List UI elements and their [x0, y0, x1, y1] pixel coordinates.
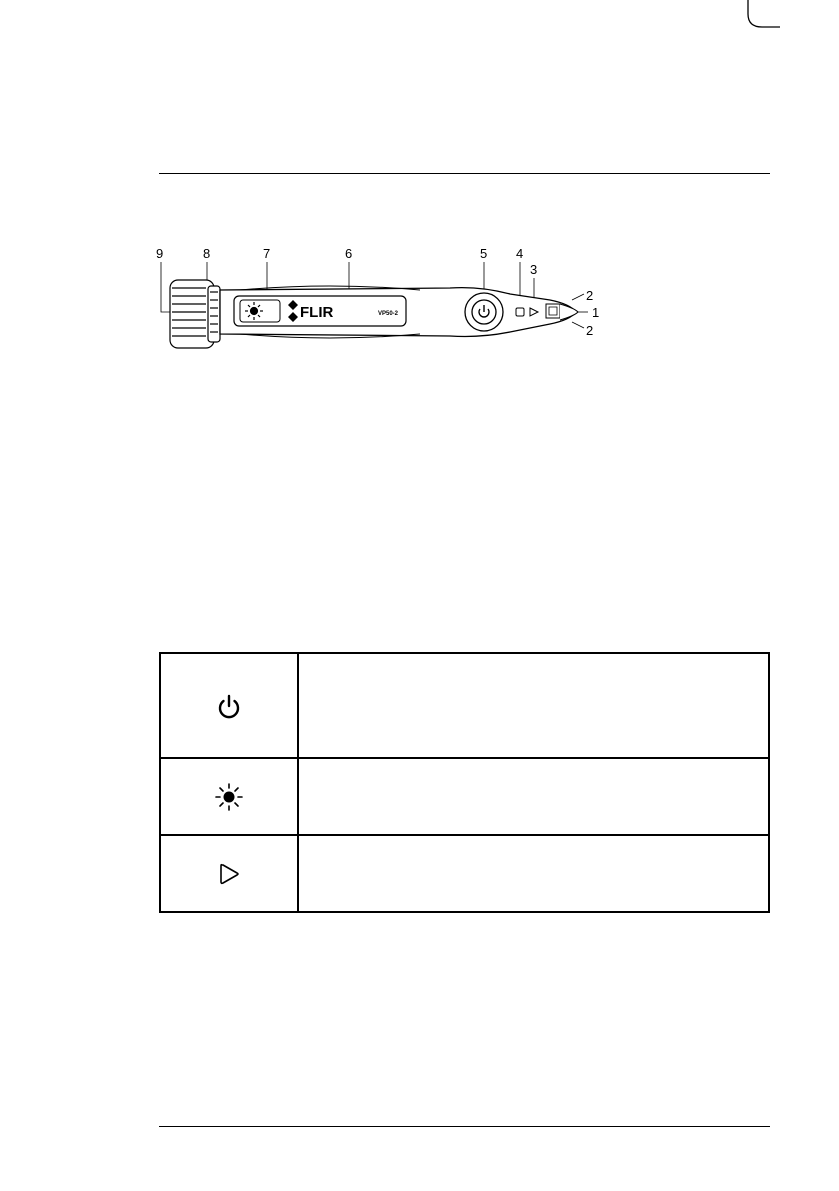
square-icon — [516, 308, 524, 316]
table-row — [160, 653, 769, 758]
description-cell — [298, 758, 769, 835]
icon-cell — [160, 758, 298, 835]
callout-8: 8 — [203, 246, 211, 261]
model-label: VP50-2 — [378, 311, 399, 317]
icon-cell — [160, 653, 298, 758]
description-cell — [298, 835, 769, 912]
callout-4: 4 — [516, 246, 524, 261]
icon-cell — [160, 835, 298, 912]
header-rule — [159, 173, 770, 174]
play-icon — [217, 862, 241, 886]
icon-table — [159, 652, 770, 913]
crop-mark — [740, 0, 780, 40]
callout-3: 3 — [530, 262, 538, 277]
brand-label: FLIR — [300, 304, 334, 321]
callout-1: 1 — [592, 305, 600, 320]
callout-9: 9 — [156, 246, 164, 261]
callout-2-bottom: 2 — [586, 323, 594, 338]
callout-2-top: 2 — [586, 288, 594, 303]
callout-5: 5 — [480, 246, 488, 261]
callout-7: 7 — [263, 246, 271, 261]
sun-icon — [215, 783, 243, 811]
device-figure — [150, 238, 630, 378]
table-row — [160, 835, 769, 912]
table-row — [160, 758, 769, 835]
end-cap — [170, 280, 220, 348]
power-icon — [217, 693, 241, 719]
callout-6: 6 — [345, 246, 353, 261]
description-cell — [298, 653, 769, 758]
footer-rule — [159, 1126, 770, 1127]
